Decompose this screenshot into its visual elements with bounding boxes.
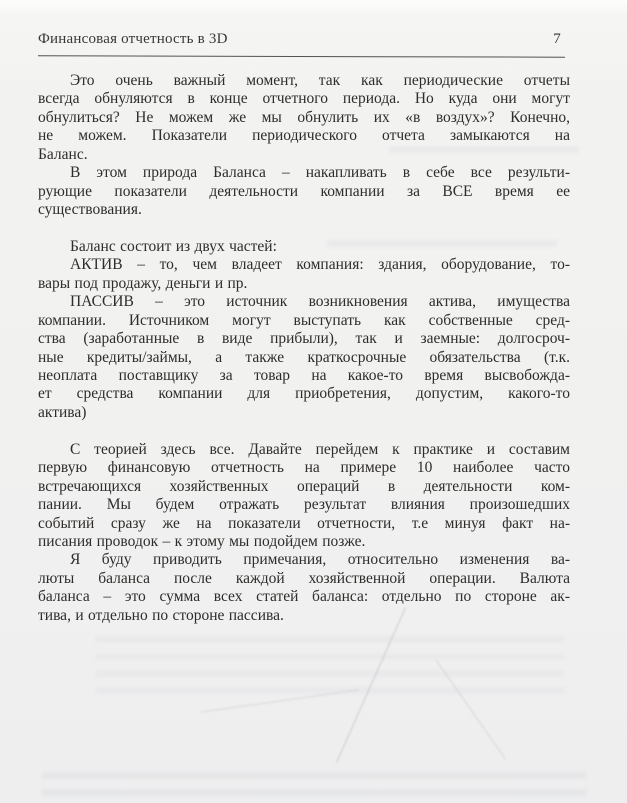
paragraph xyxy=(38,441,570,552)
text-line: Это очень важный момент, так как периодические отчеты xyxy=(70,72,570,89)
paragraph xyxy=(38,293,570,422)
text-line: С теорией здесь все. Давайте перейдем к практике и составим xyxy=(70,440,570,458)
showthrough-ghost xyxy=(42,772,587,798)
running-header-title: Финансовая отчетность в 3D xyxy=(38,31,228,47)
paragraph xyxy=(38,164,570,219)
page-body xyxy=(38,72,570,625)
text-line: ные кредиты/займы, а также краткосрочные обязательства (т.к. xyxy=(38,348,570,366)
text-line: первую финансовую отчетность на примере 10 наиболее часто xyxy=(38,459,570,477)
text-line: всегда обнуляются в конце отчетного периода. Но куда они могут xyxy=(38,90,570,108)
text-line: вары под продажу, деньги и пр. xyxy=(38,274,248,292)
text-line: ет средства компании для приобретения, допустим, какого-то xyxy=(38,385,570,403)
text-line: рующие показатели деятельности компании за ВСЕ время ее xyxy=(38,182,570,200)
showthrough-line xyxy=(335,607,406,763)
text-line: люты баланса после каждой хозяйственной операции. Валюта xyxy=(38,569,570,587)
text-line: писания проводок – к этому мы подойдем позже. xyxy=(38,532,366,550)
paragraph xyxy=(38,238,570,256)
text-line: неоплата поставщику за товар на какое-то время высвобожда- xyxy=(38,367,570,384)
text-line: событий сразу же на показатели отчетности, т.е минуя факт на- xyxy=(38,514,570,532)
text-line: АКТИВ – то, чем владеет компания: здания, оборудование, то- xyxy=(70,256,570,274)
text-line: актива) xyxy=(38,403,87,421)
paragraph xyxy=(38,72,570,164)
text-line: компании. Источником могут выступать как собственные сред- xyxy=(38,311,570,329)
showthrough-line xyxy=(436,660,506,759)
text-line: баланса – это сумма всех статей баланса: отдельно по стороне ак- xyxy=(38,588,570,606)
text-line: ПАССИВ – это источник возникновения актива, имущества xyxy=(70,293,570,311)
text-line: Баланс состоит из двух частей: xyxy=(70,237,277,255)
paragraph xyxy=(38,551,570,625)
text-line: тива, и отдельно по стороне пассива. xyxy=(38,606,284,624)
text-line: В этом природа Баланса – накапливать в себе все результи- xyxy=(70,164,570,182)
showthrough-line xyxy=(201,689,360,713)
paragraph xyxy=(38,256,570,293)
text-line: существования. xyxy=(38,201,142,219)
text-line: Я буду приводить примечания, относительно изменения ва- xyxy=(70,551,570,569)
text-line: не можем. Показатели периодического отчета замыкаются на xyxy=(38,127,570,145)
text-line: Баланс. xyxy=(38,145,88,163)
text-line: встречающихся хозяйственных операций в деятельности ком- xyxy=(38,477,570,495)
page-number: 7 xyxy=(553,31,561,47)
showthrough-ghost xyxy=(95,636,565,694)
text-line: ства (заработанные в виде прибыли), так и заемные: долгосроч- xyxy=(38,330,570,348)
text-line: обнулиться? Не можем же мы обнулить их «в воздух»? Конечно, xyxy=(38,108,570,126)
text-line: пании. Мы будем отражать результат влияния произошедших xyxy=(38,496,570,514)
running-header xyxy=(38,31,567,48)
header-rule xyxy=(38,55,565,58)
